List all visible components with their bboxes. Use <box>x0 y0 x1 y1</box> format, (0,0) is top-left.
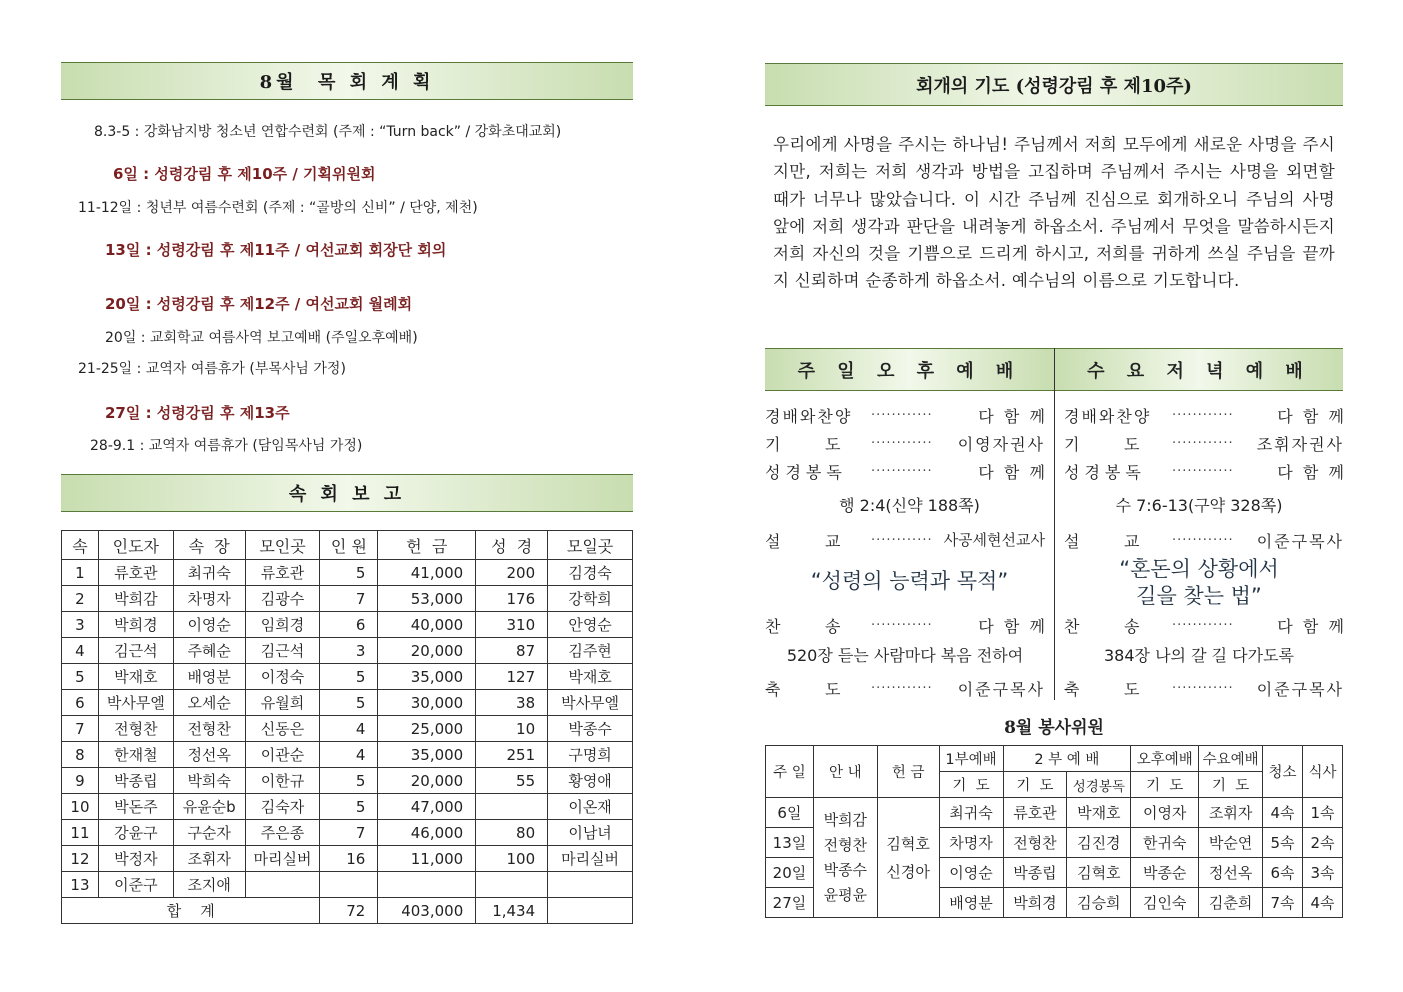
report-col-header: 모일곳 <box>548 531 633 560</box>
col-first-service: 1부예배 <box>939 746 1003 772</box>
report-cell: 35,000 <box>378 664 476 690</box>
report-cell: 12 <box>62 846 99 872</box>
report-cell: 정선옥 <box>173 742 245 768</box>
report-cell: 13 <box>62 872 99 898</box>
report-cell: 25,000 <box>378 716 476 742</box>
report-cell: 16 <box>320 846 378 872</box>
day-cell: 27일 <box>766 888 814 918</box>
cell: 정선옥 <box>1199 858 1263 888</box>
plan-item: 27일 : 성령강림 후 제13주 <box>105 404 290 422</box>
day-cell: 13일 <box>766 828 814 858</box>
report-cell: 박재호 <box>98 664 173 690</box>
report-cell: 2 <box>62 586 99 612</box>
leader-dots: ............ <box>1172 614 1234 629</box>
report-cell: 조휘자 <box>173 846 245 872</box>
leader-dots: ............ <box>1172 460 1234 475</box>
report-col-header: 인 원 <box>320 531 378 560</box>
leader-dots: ............ <box>871 432 933 447</box>
report-cell: 이준구 <box>98 872 173 898</box>
report-cell: 최귀숙 <box>173 560 245 586</box>
report-cell: 한재철 <box>98 742 173 768</box>
leader-dots: ............ <box>871 404 933 419</box>
plan-item: 21-25일 : 교역자 여름휴가 (부목사님 가정) <box>78 361 346 377</box>
plan-item: 8.3-5 : 강화남지방 청소년 연합수련회 (주제 : “Turn back” / 강화초대교회) <box>94 124 562 140</box>
volunteer-header-row <box>766 746 1343 772</box>
report-cell: 3 <box>62 612 99 638</box>
afternoon-service-title: 주 일 오 후 예 배 <box>765 348 1054 391</box>
report-cell: 유월희 <box>245 690 320 716</box>
cell: 3속 <box>1302 858 1342 888</box>
plan-item: 28-9.1 : 교역자 여름휴가 (담임목사님 가정) <box>90 438 363 454</box>
report-row <box>62 742 633 768</box>
report-cell: 이정숙 <box>245 664 320 690</box>
col-meal: 식사 <box>1302 746 1342 798</box>
leader-dots: ............ <box>1172 404 1234 419</box>
report-cell: 47,000 <box>378 794 476 820</box>
report-cell: 4 <box>320 716 378 742</box>
report-col-header: 속 장 <box>173 531 245 560</box>
report-cell: 오세순 <box>173 690 245 716</box>
report-cell: 9 <box>62 768 99 794</box>
report-cell: 김근석 <box>98 638 173 664</box>
report-cell: 200 <box>476 560 548 586</box>
cell: 최귀숙 <box>939 798 1003 828</box>
cell: 김춘희 <box>1199 888 1263 918</box>
cell: 2속 <box>1302 828 1342 858</box>
report-cell: 박희감 <box>98 586 173 612</box>
report-cell: 53,000 <box>378 586 476 612</box>
report-cell: 20,000 <box>378 768 476 794</box>
day-cell: 6일 <box>766 798 814 828</box>
report-row <box>62 586 633 612</box>
report-cell: 임희경 <box>245 612 320 638</box>
leader-dots: ............ <box>871 529 933 544</box>
report-cell: 11 <box>62 820 99 846</box>
report-cell: 30,000 <box>378 690 476 716</box>
plan-item: 20일 : 성령강림 후 제12주 / 여선교회 월례회 <box>105 295 413 313</box>
plan-item: 11-12일 : 청년부 여름수련회 (주제 : “골방의 신비” / 단양, 제천) <box>78 200 478 216</box>
col-offering: 헌 금 <box>877 746 939 798</box>
report-cell: 김주현 <box>548 638 633 664</box>
plan-item: 20일 : 교회학교 여름사역 보고예배 (주일오후예배) <box>105 330 418 346</box>
report-row <box>62 716 633 742</box>
sub-prayer: 기 도 <box>1003 772 1067 798</box>
cell: 김진경 <box>1067 828 1131 858</box>
report-cell: 55 <box>476 768 548 794</box>
report-cell: 강윤구 <box>98 820 173 846</box>
report-col-header: 헌 금 <box>378 531 476 560</box>
col-guide: 안 내 <box>813 746 877 798</box>
cell: 박순연 <box>1199 828 1263 858</box>
report-cell: 4 <box>62 638 99 664</box>
report-row <box>62 794 633 820</box>
report-cell: 전형찬 <box>173 716 245 742</box>
report-row <box>62 690 633 716</box>
prayer-title: 회개의 기도 (성령강림 후 제10주) <box>765 63 1343 106</box>
day-cell: 20일 <box>766 858 814 888</box>
report-total-row <box>62 898 633 924</box>
report-cell: 전형찬 <box>98 716 173 742</box>
report-row <box>62 638 633 664</box>
report-cell <box>476 794 548 820</box>
report-cell: 이한규 <box>245 768 320 794</box>
report-cell: 4 <box>320 742 378 768</box>
cell: 김승희 <box>1067 888 1131 918</box>
report-cell: 40,000 <box>378 612 476 638</box>
report-cell: 35,000 <box>378 742 476 768</box>
report-cell: 87 <box>476 638 548 664</box>
report-cell: 310 <box>476 612 548 638</box>
report-row <box>62 612 633 638</box>
col-cleaning: 청소 <box>1263 746 1303 798</box>
report-cell: 251 <box>476 742 548 768</box>
report-cell: 주은종 <box>245 820 320 846</box>
report-cell: 7 <box>320 820 378 846</box>
leader-dots: ............ <box>871 677 933 692</box>
report-row <box>62 768 633 794</box>
report-cell: 46,000 <box>378 820 476 846</box>
report-cell: 김근석 <box>245 638 320 664</box>
report-row <box>62 560 633 586</box>
cell: 조휘자 <box>1199 798 1263 828</box>
report-cell: 7 <box>320 586 378 612</box>
report-cell: 8 <box>62 742 99 768</box>
report-table <box>61 530 633 924</box>
wednesday-hymn-title: 384장 나의 갈 길 다가도록 <box>1104 646 1294 665</box>
cell: 4속 <box>1302 888 1342 918</box>
report-cell: 박사무엘 <box>548 690 633 716</box>
report-cell: 41,000 <box>378 560 476 586</box>
report-cell: 10 <box>62 794 99 820</box>
report-cell: 6 <box>320 612 378 638</box>
report-cell: 이온재 <box>548 794 633 820</box>
cell: 박재호 <box>1067 798 1131 828</box>
report-cell: 주혜순 <box>173 638 245 664</box>
report-col-header: 인도자 <box>98 531 173 560</box>
report-row <box>62 820 633 846</box>
sub-prayer: 기 도 <box>1199 772 1263 798</box>
report-cell: 박희경 <box>98 612 173 638</box>
report-cell: 마리실버 <box>245 846 320 872</box>
order-passage: 행 2:4(신약 188쪽) <box>839 496 980 515</box>
plan-item: 13일 : 성령강림 후 제11주 / 여선교회 회장단 회의 <box>105 241 447 259</box>
guide-cell: 박희감 전형찬 박종수 윤평윤 <box>813 798 877 918</box>
report-cell: 20,000 <box>378 638 476 664</box>
report-col-header: 모인곳 <box>245 531 320 560</box>
report-cell <box>476 872 548 898</box>
cell: 박종립 <box>1003 858 1067 888</box>
report-cell: 5 <box>320 560 378 586</box>
report-cell: 100 <box>476 846 548 872</box>
order-passage: 수 7:6-13(구약 328쪽) <box>1115 496 1283 515</box>
cell: 차명자 <box>939 828 1003 858</box>
leader-dots: ............ <box>871 614 933 629</box>
report-cell: 5 <box>320 664 378 690</box>
cell: 1속 <box>1302 798 1342 828</box>
plan-title: 8월 목 회 계 획 <box>61 62 633 100</box>
report-cell: 마리실버 <box>548 846 633 872</box>
report-header-row <box>62 531 633 560</box>
report-total-cell: 403,000 <box>378 898 476 924</box>
report-col-header: 속 <box>62 531 99 560</box>
report-cell: 김광수 <box>245 586 320 612</box>
col-afternoon-service: 오후예배 <box>1131 746 1199 772</box>
wednesday-service-title: 수 요 저 녁 예 배 <box>1055 348 1343 391</box>
volunteer-row <box>766 798 1343 828</box>
report-col-header: 성 경 <box>476 531 548 560</box>
cell: 김인숙 <box>1131 888 1199 918</box>
report-cell: 류호관 <box>98 560 173 586</box>
report-cell <box>245 872 320 898</box>
report-body <box>62 560 633 924</box>
report-cell: 이남녀 <box>548 820 633 846</box>
wednesday-sermon-title: “혼돈의 상황에서 길을 찾는 법” <box>1119 557 1279 608</box>
report-cell: 5 <box>320 690 378 716</box>
report-row <box>62 872 633 898</box>
report-cell: 11,000 <box>378 846 476 872</box>
volunteer-table <box>765 745 1343 918</box>
cell: 7속 <box>1263 888 1303 918</box>
report-cell: 이영순 <box>173 612 245 638</box>
cell: 전형찬 <box>1003 828 1067 858</box>
report-cell: 이관순 <box>245 742 320 768</box>
report-total-cell: 1,434 <box>476 898 548 924</box>
cell: 한귀숙 <box>1131 828 1199 858</box>
leader-dots: ............ <box>1172 529 1234 544</box>
report-cell: 10 <box>476 716 548 742</box>
report-cell: 6 <box>62 690 99 716</box>
report-title: 속 회 보 고 <box>61 474 633 512</box>
afternoon-sermon-title: “성령의 능력과 목적” <box>810 569 1009 593</box>
report-total-cell: 합 계 <box>62 898 320 924</box>
cell: 이영자 <box>1131 798 1199 828</box>
cell: 박희경 <box>1003 888 1067 918</box>
report-cell: 38 <box>476 690 548 716</box>
report-cell: 5 <box>320 794 378 820</box>
report-cell: 1 <box>62 560 99 586</box>
leader-dots: ............ <box>1172 677 1234 692</box>
report-cell: 차명자 <box>173 586 245 612</box>
report-cell: 류호관 <box>245 560 320 586</box>
report-cell: 박재호 <box>548 664 633 690</box>
col-sunday: 주 일 <box>766 746 814 798</box>
report-cell: 배영분 <box>173 664 245 690</box>
cell: 4속 <box>1263 798 1303 828</box>
report-cell: 박희숙 <box>173 768 245 794</box>
cell: 류호관 <box>1003 798 1067 828</box>
sub-reading: 성경봉독 <box>1067 772 1131 798</box>
report-cell: 구순자 <box>173 820 245 846</box>
report-cell: 박종수 <box>548 716 633 742</box>
report-cell <box>548 872 633 898</box>
col-second-service: 2 부 예 배 <box>1003 746 1131 772</box>
report-cell: 5 <box>62 664 99 690</box>
cell: 배영분 <box>939 888 1003 918</box>
report-cell: 박사무엘 <box>98 690 173 716</box>
prayer-text: 우리에게 사명을 주시는 하나님! 주님께서 저희 모두에게 새로운 사명을 주시지만, 저희는 저희 생각과 방법을 고집하며 주님께서 주시는 사명을 외면할 때가 너무나 많았습니다. 이 시간 주님께 진심으로 회개하오니 주님의 사명 앞에 저희 생각과 판단을 내려놓게 하옵소서. 주님께서 무엇을 말씀하시든지 저희 자신의 것을 기쁨으로 드리게 하시고, 저희를 귀하게 쓰실 주님을 끝까지 신뢰하며 순종하게 하옵소서. 예수님의 이름으로 기도합니다. <box>773 135 1335 291</box>
report-cell: 박종립 <box>98 768 173 794</box>
offering-cell: 김혁호 신경아 <box>877 798 939 918</box>
report-cell: 3 <box>320 638 378 664</box>
afternoon-hymn-title: 520장 듣는 사람마다 복음 전하여 <box>786 646 1024 665</box>
cell: 6속 <box>1263 858 1303 888</box>
report-cell: 김경숙 <box>548 560 633 586</box>
report-row <box>62 664 633 690</box>
plan-item: 6일 : 성령강림 후 제10주 / 기획위원회 <box>113 165 376 183</box>
report-cell: 유윤순b <box>173 794 245 820</box>
report-cell <box>320 872 378 898</box>
report-cell: 황영애 <box>548 768 633 794</box>
report-total-cell: 72 <box>320 898 378 924</box>
report-cell: 7 <box>62 716 99 742</box>
col-wednesday-service: 수요예배 <box>1199 746 1263 772</box>
report-cell: 김숙자 <box>245 794 320 820</box>
cell: 김혁호 <box>1067 858 1131 888</box>
report-cell: 박돈주 <box>98 794 173 820</box>
volunteer-title: 8월 봉사위원 <box>1004 718 1104 738</box>
sub-prayer: 기 도 <box>939 772 1003 798</box>
report-cell: 127 <box>476 664 548 690</box>
report-cell: 안영순 <box>548 612 633 638</box>
report-total-cell <box>548 898 633 924</box>
report-cell: 강학희 <box>548 586 633 612</box>
report-cell: 신동은 <box>245 716 320 742</box>
report-row <box>62 846 633 872</box>
report-cell: 5 <box>320 768 378 794</box>
cell: 박종순 <box>1131 858 1199 888</box>
cell: 이영순 <box>939 858 1003 888</box>
sub-prayer: 기 도 <box>1131 772 1199 798</box>
report-cell: 80 <box>476 820 548 846</box>
report-cell <box>378 872 476 898</box>
report-cell: 구명희 <box>548 742 633 768</box>
report-cell: 176 <box>476 586 548 612</box>
leader-dots: ............ <box>1172 432 1234 447</box>
report-cell: 박정자 <box>98 846 173 872</box>
report-cell: 조지애 <box>173 872 245 898</box>
leader-dots: ............ <box>871 460 933 475</box>
cell: 5속 <box>1263 828 1303 858</box>
